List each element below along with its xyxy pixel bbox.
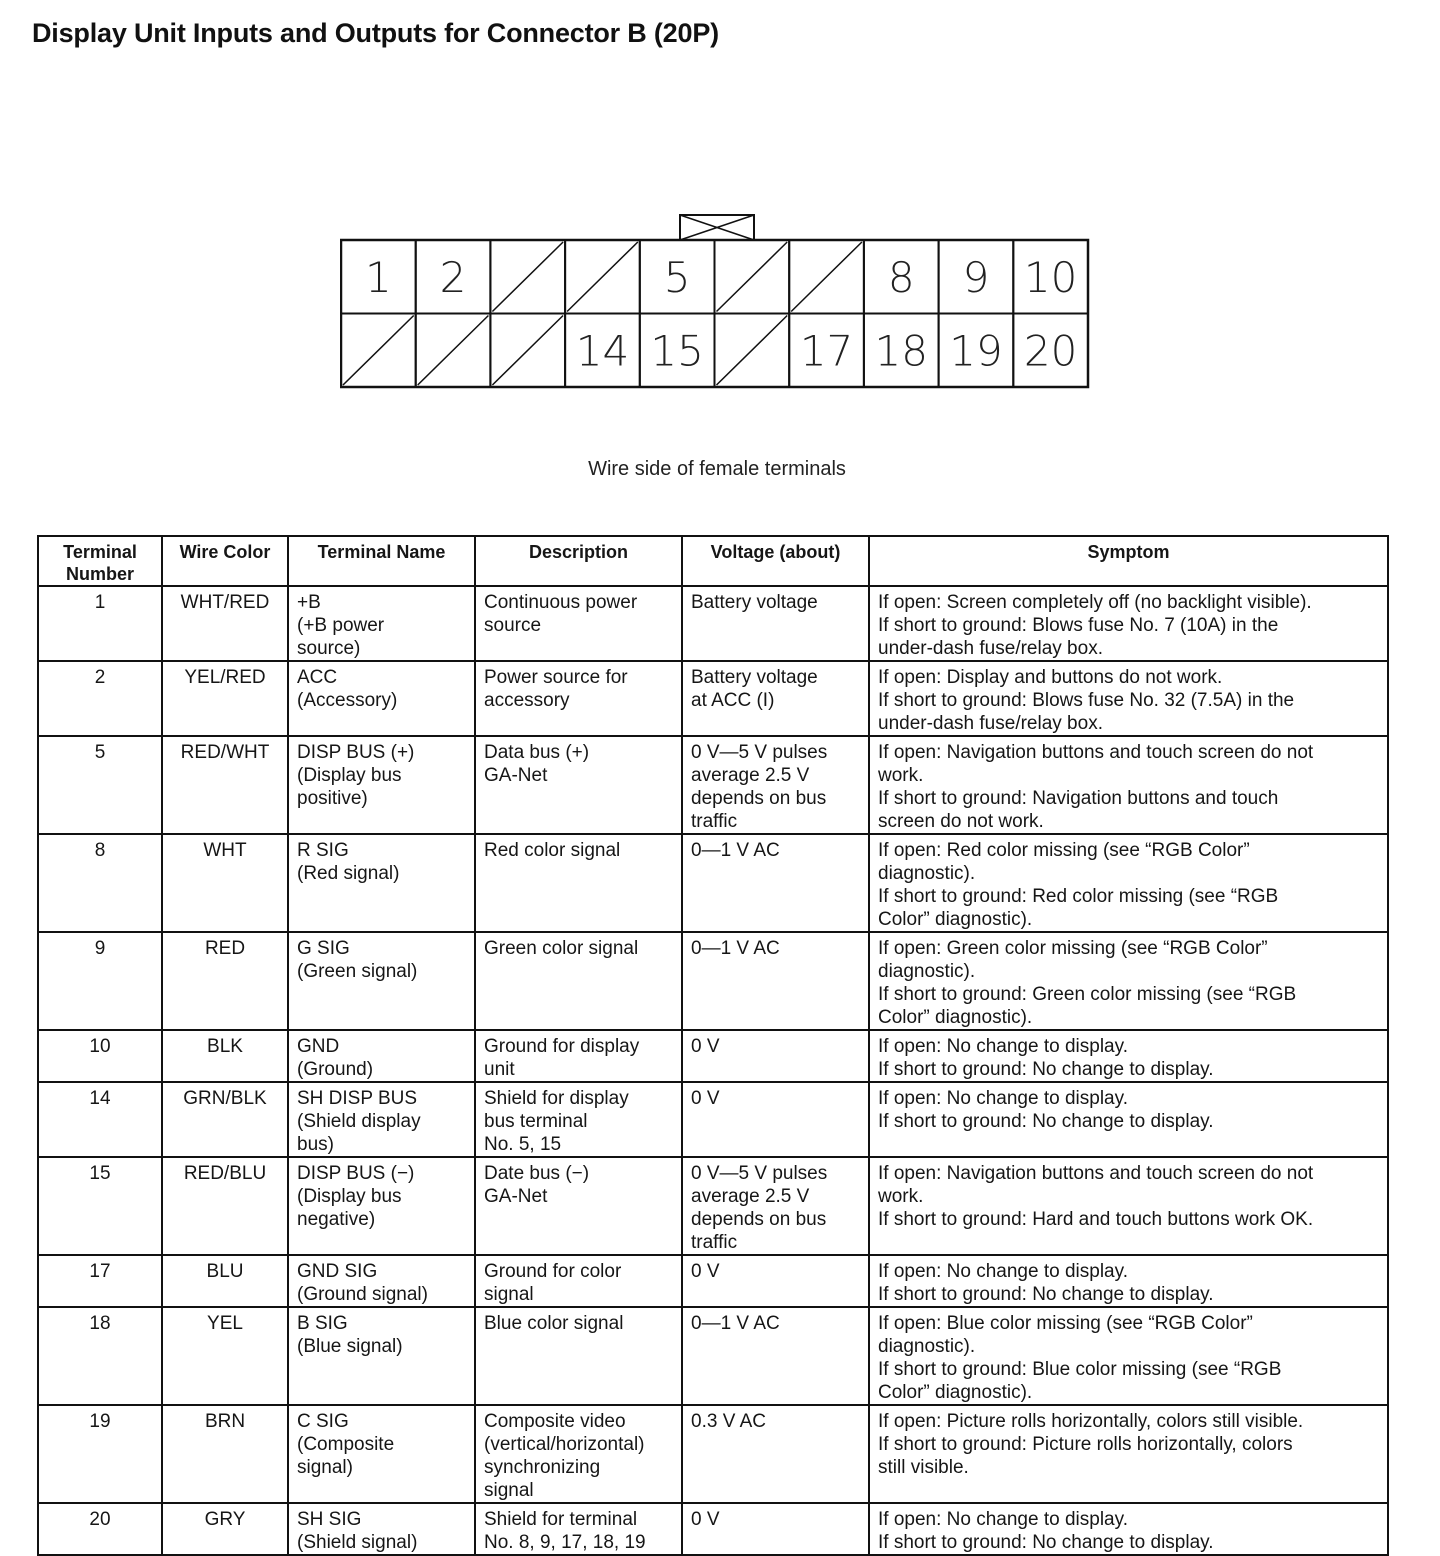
terminal-name-cell [288,736,475,834]
terminal-number-cell: 1 [38,586,162,661]
io-table [37,535,1389,1556]
symptom-cell-line: screen do not work. [878,811,1044,832]
symptom-cell-line: If short to ground: Red color missing (see “RGB [878,886,1279,907]
description-cell [475,661,682,736]
unused-terminal-slash [567,242,638,312]
terminal-number-label: 8 [887,252,915,302]
terminal-name-cell-line: source) [297,638,361,659]
symptom-cell-line: If short to ground: No change to display. [878,1111,1214,1132]
description-cell-line: No. 8, 9, 17, 18, 19 [484,1532,646,1553]
description-cell [475,1082,682,1157]
voltage-cell [682,1307,869,1405]
terminal-name-cell-line: (Blue signal) [297,1336,403,1357]
terminal-name-cell-line: negative) [297,1209,376,1230]
header-voltage: Voltage (about) [682,536,869,586]
terminal-number-label: 14 [575,326,630,376]
symptom-cell [869,1082,1388,1157]
terminal-name-cell-line: (Shield display [297,1111,421,1132]
page-title: Display Unit Inputs and Outputs for Connector B (20P) [32,18,719,48]
symptom-cell-line: work. [878,765,924,786]
symptom-cell-line: If short to ground: Navigation buttons and touch [878,788,1279,809]
symptom-cell-line: Color” diagnostic). [878,1382,1033,1403]
terminal-number-cell: 8 [38,834,162,932]
terminal-name-cell-line: SH DISP BUS [297,1088,418,1109]
terminal-number-label: 19 [949,326,1003,376]
description-cell-line: Shield for display [484,1088,629,1109]
terminal-name-cell [288,661,475,736]
terminal-number-label: 1 [364,252,392,302]
terminal-number-label: 10 [1023,252,1078,302]
unused-terminal-slash [492,242,563,312]
table-row [38,1157,1388,1255]
terminal-name-cell [288,586,475,661]
description-cell-line: source [484,615,542,636]
terminal-name-cell [288,1030,475,1082]
terminal-name-cell-line: positive) [297,788,368,809]
symptom-cell-line: If open: Blue color missing (see “RGB Color” [878,1313,1253,1334]
symptom-cell-line: diagnostic). [878,1336,976,1357]
symptom-cell [869,1405,1388,1503]
description-cell-line: signal [484,1284,534,1305]
terminal-name-cell [288,1255,475,1307]
wire-color-cell: GRN/BLK [162,1082,288,1157]
voltage-cell-line: 0 V [691,1509,720,1530]
table-row [38,586,1388,661]
symptom-cell [869,1255,1388,1307]
terminal-name-cell-line: +B [297,592,321,613]
wire-color-cell: RED/BLU [162,1157,288,1255]
terminal-number-label: 17 [799,326,854,376]
terminal-name-cell-line: SH SIG [297,1509,362,1530]
terminal-name-cell-line: (Ground signal) [297,1284,428,1305]
voltage-cell [682,1157,869,1255]
terminal-name-cell [288,1307,475,1405]
terminal-name-cell-line: (Display bus [297,1186,402,1207]
voltage-cell-line: 0 V [691,1088,720,1109]
description-cell [475,1405,682,1503]
description-cell-line: signal [484,1480,534,1501]
terminal-number-label: 18 [874,326,928,376]
terminal-name-cell-line: DISP BUS (+) [297,742,415,763]
voltage-cell-line: 0 V [691,1036,720,1057]
terminal-name-cell-line: (Ground) [297,1059,374,1080]
terminal-name-cell [288,1503,475,1555]
voltage-cell [682,661,869,736]
terminal-number-label: 9 [962,252,990,302]
terminal-name-cell-line: (Display bus [297,765,402,786]
voltage-cell [682,1255,869,1307]
symptom-cell-line: If open: No change to display. [878,1036,1128,1057]
symptom-cell [869,1030,1388,1082]
voltage-cell-line: at ACC (I) [691,690,775,711]
voltage-cell-line: average 2.5 V [691,1186,810,1207]
wire-color-cell: RED/WHT [162,736,288,834]
voltage-cell [682,736,869,834]
terminal-number-cell: 20 [38,1503,162,1555]
symptom-cell-line: If short to ground: Blows fuse No. 32 (7.5A) in the [878,690,1295,711]
symptom-cell-line: If open: Screen completely off (no backlight visible). [878,592,1312,613]
wire-color-cell: YEL [162,1307,288,1405]
header-terminal-number: Terminal Number [38,536,162,586]
description-cell-line: Composite video [484,1411,626,1432]
description-cell-line: Power source for [484,667,628,688]
table-row [38,1255,1388,1307]
wire-color-cell: RED [162,932,288,1030]
symptom-cell [869,1157,1388,1255]
description-cell [475,586,682,661]
description-cell-line: Ground for display [484,1036,640,1057]
symptom-cell-line: If short to ground: No change to display. [878,1284,1214,1305]
description-cell-line: Red color signal [484,840,621,861]
description-cell-line: accessory [484,690,570,711]
terminal-name-cell [288,1157,475,1255]
wire-color-cell: BRN [162,1405,288,1503]
terminal-number-cell: 19 [38,1405,162,1503]
symptom-cell-line: If open: No change to display. [878,1509,1128,1530]
description-cell [475,1307,682,1405]
description-cell-line: unit [484,1059,515,1080]
header-wire-color: Wire Color [162,536,288,586]
voltage-cell-line: depends on bus [691,1209,827,1230]
voltage-cell [682,1030,869,1082]
voltage-cell [682,1082,869,1157]
wire-color-cell: BLK [162,1030,288,1082]
terminal-number-cell: 10 [38,1030,162,1082]
terminal-number-cell: 15 [38,1157,162,1255]
table-row [38,1030,1388,1082]
description-cell-line: Green color signal [484,938,639,959]
terminal-name-cell-line: (+B power [297,615,385,636]
symptom-cell-line: diagnostic). [878,863,976,884]
voltage-cell-line: 0—1 V AC [691,1313,780,1334]
voltage-cell-line: 0 V—5 V pulses [691,1163,828,1184]
voltage-cell [682,932,869,1030]
unused-terminal-slash [791,242,862,312]
voltage-cell [682,1503,869,1555]
terminal-number-cell: 2 [38,661,162,736]
terminal-number-label: 5 [663,252,691,302]
description-cell-line: (vertical/horizontal) [484,1434,645,1455]
unused-terminal-slash [717,242,788,312]
table-row [38,661,1388,736]
voltage-cell-line: traffic [691,1232,738,1253]
description-cell-line: Shield for terminal [484,1509,638,1530]
symptom-cell-line: If open: Display and buttons do not work. [878,667,1223,688]
table-row [38,1503,1388,1555]
voltage-cell-line: traffic [691,811,738,832]
voltage-cell-line: 0 V [691,1261,720,1282]
description-cell [475,932,682,1030]
description-cell-line: bus terminal [484,1111,588,1132]
terminal-name-cell [288,932,475,1030]
symptom-cell-line: If short to ground: Blows fuse No. 7 (10A) in the [878,615,1279,636]
terminal-number-label: 2 [439,252,467,302]
terminal-name-cell [288,1405,475,1503]
connector-diagram [340,213,1090,390]
header-terminal-name: Terminal Name [288,536,475,586]
terminal-number-label: 15 [650,326,704,376]
symptom-cell-line: If open: Navigation buttons and touch screen do not [878,1163,1314,1184]
header-description: Description [475,536,682,586]
table-row [38,1307,1388,1405]
symptom-cell-line: If short to ground: No change to display. [878,1059,1214,1080]
table-row [38,1082,1388,1157]
unused-terminal-slash [343,316,414,386]
symptom-cell-line: If open: Navigation buttons and touch screen do not [878,742,1314,763]
symptom-cell-line: Color” diagnostic). [878,1007,1033,1028]
description-cell [475,736,682,834]
symptom-cell-line: If short to ground: Hard and touch buttons work OK. [878,1209,1314,1230]
symptom-cell-line: under-dash fuse/relay box. [878,638,1103,659]
symptom-cell-line: under-dash fuse/relay box. [878,713,1103,734]
symptom-cell-line: work. [878,1186,924,1207]
symptom-cell-line: If open: Picture rolls horizontally, colors still visible. [878,1411,1304,1432]
symptom-cell [869,834,1388,932]
terminal-number-label: 20 [1023,326,1078,376]
voltage-cell-line: average 2.5 V [691,765,810,786]
terminal-name-cell-line: GND [297,1036,340,1057]
description-cell [475,1503,682,1555]
voltage-cell-line: Battery voltage [691,592,818,613]
description-cell [475,1030,682,1082]
terminal-number-cell: 9 [38,932,162,1030]
description-cell [475,1255,682,1307]
terminal-name-cell-line: (Composite [297,1434,395,1455]
symptom-cell-line: Color” diagnostic). [878,909,1033,930]
symptom-cell-line: If short to ground: No change to display. [878,1532,1214,1553]
symptom-cell [869,1503,1388,1555]
voltage-cell-line: 0.3 V AC [691,1411,766,1432]
diagram-caption: Wire side of female terminals [588,458,846,480]
description-cell-line: Ground for color [484,1261,622,1282]
terminal-name-cell [288,834,475,932]
terminal-name-cell-line: signal) [297,1457,353,1478]
symptom-cell [869,1307,1388,1405]
symptom-cell [869,661,1388,736]
description-cell-line: synchronizing [484,1457,601,1478]
terminal-name-cell-line: (Red signal) [297,863,400,884]
terminal-number-cell: 18 [38,1307,162,1405]
symptom-cell-line: If open: Red color missing (see “RGB Color” [878,840,1250,861]
unused-terminal-slash [492,316,563,386]
symptom-cell-line: If short to ground: Green color missing (see “RGB [878,984,1297,1005]
terminal-name-cell-line: B SIG [297,1313,348,1334]
voltage-cell-line: 0 V—5 V pulses [691,742,828,763]
symptom-cell-line: If open: No change to display. [878,1088,1128,1109]
table-header-row [38,536,1388,586]
description-cell [475,1157,682,1255]
table-body [38,586,1388,1555]
voltage-cell [682,586,869,661]
description-cell-line: Data bus (+) [484,742,590,763]
symptom-cell [869,932,1388,1030]
wire-color-cell: GRY [162,1503,288,1555]
table-row [38,932,1388,1030]
terminal-name-cell-line: (Accessory) [297,690,398,711]
symptom-cell-line: still visible. [878,1457,969,1478]
wire-color-cell: YEL/RED [162,661,288,736]
terminal-name-cell-line: (Shield signal) [297,1532,418,1553]
table-row [38,834,1388,932]
description-cell-line: GA-Net [484,1186,548,1207]
voltage-cell-line: 0—1 V AC [691,840,780,861]
description-cell-line: No. 5, 15 [484,1134,562,1155]
symptom-cell-line: If open: Green color missing (see “RGB Color” [878,938,1268,959]
table-row [38,736,1388,834]
symptom-cell-line: If short to ground: Blue color missing (see “RGB [878,1359,1282,1380]
wire-color-cell: WHT/RED [162,586,288,661]
symptom-cell-line: diagnostic). [878,961,976,982]
voltage-cell-line: 0—1 V AC [691,938,780,959]
header-symptom: Symptom [869,536,1388,586]
symptom-cell [869,736,1388,834]
unused-terminal-slash [717,316,788,386]
wire-color-cell: BLU [162,1255,288,1307]
terminal-name-cell-line: DISP BUS (−) [297,1163,415,1184]
description-cell [475,834,682,932]
terminal-name-cell-line: GND SIG [297,1261,378,1282]
description-cell-line: Blue color signal [484,1313,624,1334]
terminal-number-cell: 14 [38,1082,162,1157]
description-cell-line: GA-Net [484,765,548,786]
terminal-name-cell-line: C SIG [297,1411,349,1432]
wire-color-cell: WHT [162,834,288,932]
terminal-number-cell: 17 [38,1255,162,1307]
terminal-name-cell-line: (Green signal) [297,961,418,982]
unused-terminal-slash [418,316,489,386]
symptom-cell-line: If open: No change to display. [878,1261,1128,1282]
terminal-number-cell: 5 [38,736,162,834]
voltage-cell [682,1405,869,1503]
terminal-name-cell-line: G SIG [297,938,350,959]
terminal-name-cell [288,1082,475,1157]
terminal-name-cell-line: bus) [297,1134,334,1155]
terminal-name-cell-line: ACC [297,667,338,688]
table-row [38,1405,1388,1503]
description-cell-line: Date bus (−) [484,1163,590,1184]
terminal-name-cell-line: R SIG [297,840,349,861]
voltage-cell-line: depends on bus [691,788,827,809]
voltage-cell-line: Battery voltage [691,667,818,688]
description-cell-line: Continuous power [484,592,638,613]
symptom-cell-line: If short to ground: Picture rolls horizontally, colors [878,1434,1293,1455]
voltage-cell [682,834,869,932]
symptom-cell [869,586,1388,661]
